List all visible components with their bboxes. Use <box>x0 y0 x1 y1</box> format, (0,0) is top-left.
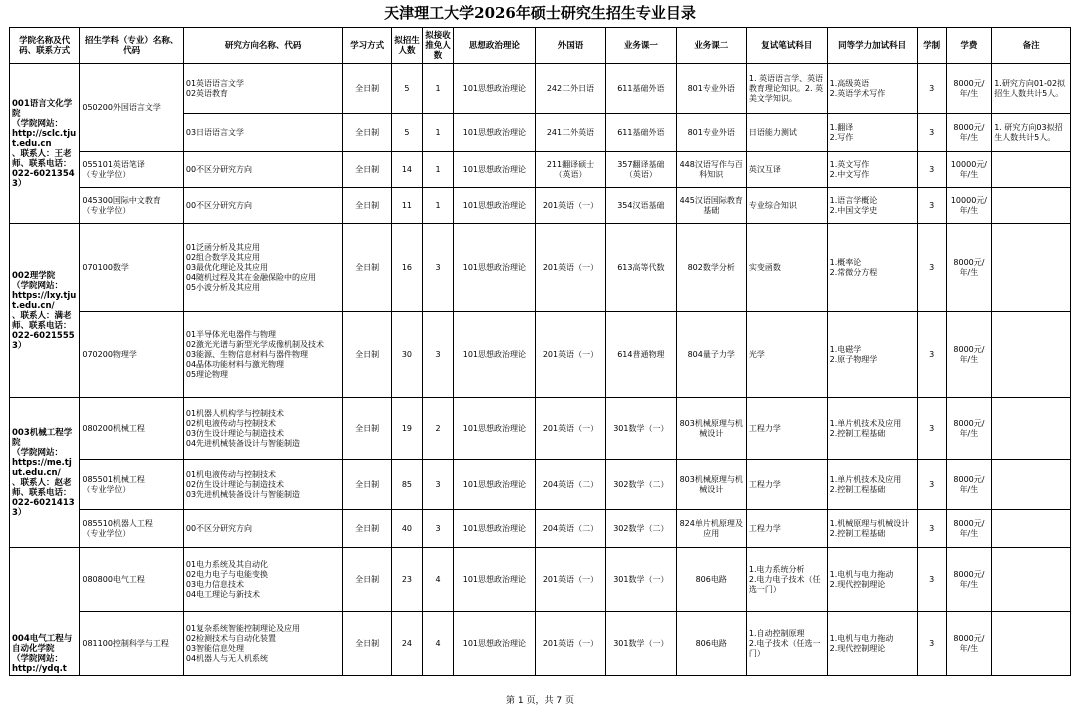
tuimian-count-cell: 4 <box>422 548 453 612</box>
direction-cell: 00不区分研究方向 <box>183 188 342 224</box>
plan-count-cell: 40 <box>391 510 422 548</box>
direction-cell: 01半导体光电器件与物理 02激光光谱与新型光学成像机制及技术 03能源、生物信息材料与器件物理 04晶体功能材料与激光物理 05理论物理 <box>183 312 342 398</box>
course2-cell: 802数学分析 <box>676 224 746 312</box>
course2-cell: 801专业外语 <box>676 114 746 152</box>
tuimian-count-cell: 1 <box>422 114 453 152</box>
study-mode-cell: 全日制 <box>343 114 392 152</box>
plan-count-cell: 5 <box>391 114 422 152</box>
major-cell: 045300国际中文教育 （专业学位） <box>80 188 184 224</box>
equiv-exam-cell: 1.单片机技术及应用 2.控制工程基础 <box>827 398 917 460</box>
major-cell: 085510机器人工程 （专业学位） <box>80 510 184 548</box>
header-cell: 学习方式 <box>343 28 392 64</box>
course1-cell: 614普通物理 <box>606 312 676 398</box>
language-cell: 201英语（一） <box>535 312 605 398</box>
college-info: 002理学院 （学院网站： https://lxy.tjut.edu.cn/ 、联系人：满老师、联系电话：022-60215553） <box>10 224 80 398</box>
equiv-exam-cell: 1.电磁学 2.原子物理学 <box>827 312 917 398</box>
fee-cell: 10000元/年/生 <box>946 152 992 188</box>
politics-cell: 101思想政治理论 <box>454 188 536 224</box>
equiv-exam-cell: 1.语言学概论 2.中国文学史 <box>827 188 917 224</box>
table-row <box>10 188 1071 224</box>
fee-cell: 8000元/年/生 <box>946 312 992 398</box>
table-row <box>10 510 1071 548</box>
direction-cell: 00不区分研究方向 <box>183 510 342 548</box>
note-cell <box>992 312 1071 398</box>
fee-cell: 8000元/年/生 <box>946 510 992 548</box>
tuimian-count-cell: 3 <box>422 224 453 312</box>
course1-cell: 301数学（一） <box>606 398 676 460</box>
header-cell: 复试笔试科目 <box>746 28 827 64</box>
retest-cell: 工程力学 <box>746 460 827 510</box>
direction-cell: 01英语语言文学 02英语教育 <box>183 64 342 114</box>
college-info: 001语言文化学院 （学院网站： http://sclc.tjut.edu.cn 、联系人：王老师、联系电话：022-60213543） <box>10 64 80 224</box>
header-cell: 同等学力加试科目 <box>827 28 917 64</box>
tuimian-count-cell: 3 <box>422 312 453 398</box>
tuimian-count-cell: 3 <box>422 510 453 548</box>
plan-count-cell: 23 <box>391 548 422 612</box>
fee-cell: 8000元/年/生 <box>946 612 992 676</box>
politics-cell: 101思想政治理论 <box>454 510 536 548</box>
politics-cell: 101思想政治理论 <box>454 224 536 312</box>
header-cell: 思想政治理论 <box>454 28 536 64</box>
header-cell: 学费 <box>946 28 992 64</box>
direction-cell: 00不区分研究方向 <box>183 152 342 188</box>
direction-cell: 01机电液传动与控制技术 02仿生设计理论与制造技术 03先进机械装备设计与智能制造 <box>183 460 342 510</box>
plan-count-cell: 85 <box>391 460 422 510</box>
tuimian-count-cell: 1 <box>422 64 453 114</box>
direction-cell: 03日语语言文学 <box>183 114 342 152</box>
years-cell: 3 <box>917 398 946 460</box>
note-cell <box>992 224 1071 312</box>
table-row <box>10 548 1071 612</box>
years-cell: 3 <box>917 460 946 510</box>
plan-count-cell: 5 <box>391 64 422 114</box>
politics-cell: 101思想政治理论 <box>454 152 536 188</box>
course2-cell: 806电路 <box>676 548 746 612</box>
politics-cell: 101思想政治理论 <box>454 64 536 114</box>
fee-cell: 8000元/年/生 <box>946 398 992 460</box>
years-cell: 3 <box>917 114 946 152</box>
course1-cell: 611基础外语 <box>606 114 676 152</box>
course1-cell: 301数学（一） <box>606 548 676 612</box>
retest-cell: 1.自动控制原理 2.电子技术（任选一门） <box>746 612 827 676</box>
header-cell: 备注 <box>992 28 1071 64</box>
politics-cell: 101思想政治理论 <box>454 548 536 612</box>
note-cell <box>992 612 1071 676</box>
equiv-exam-cell: 1.翻译 2.写作 <box>827 114 917 152</box>
retest-cell: 日语能力测试 <box>746 114 827 152</box>
header-cell: 学院名称及代码、联系方式 <box>10 28 80 64</box>
direction-cell: 01复杂系统智能控制理论及应用 02检测技术与自动化装置 03智能信息处理 04机器人与无人机系统 <box>183 612 342 676</box>
page-title: 天津理工大学2026年硕士研究生招生专业目录 <box>384 4 696 22</box>
language-cell: 201英语（一） <box>535 548 605 612</box>
language-cell: 204英语（二） <box>535 460 605 510</box>
direction-cell: 01机器人机构学与控制技术 02机电液传动与控制技术 03仿生设计理论与制造技术 04先进机械装备设计与智能制造 <box>183 398 342 460</box>
course2-cell: 804量子力学 <box>676 312 746 398</box>
years-cell: 3 <box>917 152 946 188</box>
course1-cell: 354汉语基础 <box>606 188 676 224</box>
course2-cell: 803机械原理与机械设计 <box>676 398 746 460</box>
note-cell <box>992 152 1071 188</box>
equiv-exam-cell: 1.电机与电力拖动 2.现代控制理论 <box>827 612 917 676</box>
course1-cell: 611基础外语 <box>606 64 676 114</box>
years-cell: 3 <box>917 188 946 224</box>
years-cell: 3 <box>917 510 946 548</box>
course2-cell: 806电路 <box>676 612 746 676</box>
language-cell: 201英语（一） <box>535 398 605 460</box>
header-cell: 研究方向名称、代码 <box>183 28 342 64</box>
equiv-exam-cell: 1.高级英语 2.英语学术写作 <box>827 64 917 114</box>
major-cell: 080800电气工程 <box>80 548 184 612</box>
header-cell: 业务课一 <box>606 28 676 64</box>
fee-cell: 8000元/年/生 <box>946 224 992 312</box>
fee-cell: 8000元/年/生 <box>946 114 992 152</box>
fee-cell: 8000元/年/生 <box>946 548 992 612</box>
language-cell: 211翻译硕士 （英语） <box>535 152 605 188</box>
major-cell: 070200物理学 <box>80 312 184 398</box>
politics-cell: 101思想政治理论 <box>454 612 536 676</box>
header-cell: 学制 <box>917 28 946 64</box>
language-cell: 201英语（一） <box>535 188 605 224</box>
major-cell: 050200外国语言文学 <box>80 64 184 152</box>
politics-cell: 101思想政治理论 <box>454 460 536 510</box>
table-row <box>10 224 1071 312</box>
politics-cell: 101思想政治理论 <box>454 114 536 152</box>
years-cell: 3 <box>917 612 946 676</box>
major-cell: 070100数学 <box>80 224 184 312</box>
header-cell: 业务课二 <box>676 28 746 64</box>
retest-cell: 专业综合知识 <box>746 188 827 224</box>
page-footer: 第 1 页，共 7 页 <box>506 696 574 706</box>
major-cell: 055101英语笔译 （专业学位） <box>80 152 184 188</box>
note-cell <box>992 548 1071 612</box>
study-mode-cell: 全日制 <box>343 312 392 398</box>
language-cell: 201英语（一） <box>535 224 605 312</box>
college-info: 003机械工程学院 （学院网站： https://me.tjut.edu.cn/ 、联系人：赵老师、联系电话：022-60214133） <box>10 398 80 548</box>
table-row <box>10 460 1071 510</box>
equiv-exam-cell: 1.电机与电力拖动 2.现代控制理论 <box>827 548 917 612</box>
language-cell: 201英语（一） <box>535 612 605 676</box>
note-cell <box>992 188 1071 224</box>
note-cell: 1.研究方向01-02拟招生人数共计5人。 <box>992 64 1071 114</box>
plan-count-cell: 30 <box>391 312 422 398</box>
retest-cell: 1.电力系统分析 2.电力电子技术（任选一门） <box>746 548 827 612</box>
table-row <box>10 612 1071 676</box>
retest-cell: 英汉互译 <box>746 152 827 188</box>
equiv-exam-cell: 1.机械原理与机械设计 2.控制工程基础 <box>827 510 917 548</box>
course1-cell: 302数学（二） <box>606 460 676 510</box>
note-cell <box>992 510 1071 548</box>
language-cell: 242二外日语 <box>535 64 605 114</box>
note-cell: 1. 研究方向03拟招生人数共计5人。 <box>992 114 1071 152</box>
note-cell <box>992 460 1071 510</box>
plan-count-cell: 24 <box>391 612 422 676</box>
study-mode-cell: 全日制 <box>343 224 392 312</box>
equiv-exam-cell: 1.概率论 2.常微分方程 <box>827 224 917 312</box>
plan-count-cell: 14 <box>391 152 422 188</box>
header-cell: 外国语 <box>535 28 605 64</box>
header-cell: 拟招生人数 <box>391 28 422 64</box>
study-mode-cell: 全日制 <box>343 188 392 224</box>
retest-cell: 实变函数 <box>746 224 827 312</box>
table-row <box>10 152 1071 188</box>
college-info: 004电气工程与自动化学院 （学院网站： http://ydq.t <box>10 548 80 676</box>
table-row <box>10 398 1071 460</box>
header-row <box>10 28 1071 64</box>
header-cell: 招生学科（专业）名称、代码 <box>80 28 184 64</box>
study-mode-cell: 全日制 <box>343 152 392 188</box>
tuimian-count-cell: 1 <box>422 152 453 188</box>
course2-cell: 803机械原理与机械设计 <box>676 460 746 510</box>
retest-cell: 工程力学 <box>746 510 827 548</box>
tuimian-count-cell: 1 <box>422 188 453 224</box>
course1-cell: 357翻译基础 （英语） <box>606 152 676 188</box>
study-mode-cell: 全日制 <box>343 460 392 510</box>
tuimian-count-cell: 3 <box>422 460 453 510</box>
major-cell: 081100控制科学与工程 <box>80 612 184 676</box>
years-cell: 3 <box>917 548 946 612</box>
tuimian-count-cell: 4 <box>422 612 453 676</box>
fee-cell: 10000元/年/生 <box>946 188 992 224</box>
table-row <box>10 64 1071 114</box>
course2-cell: 445汉语国际教育基础 <box>676 188 746 224</box>
years-cell: 3 <box>917 224 946 312</box>
major-cell: 080200机械工程 <box>80 398 184 460</box>
note-cell <box>992 398 1071 460</box>
language-cell: 241二外英语 <box>535 114 605 152</box>
course2-cell: 824单片机原理及应用 <box>676 510 746 548</box>
fee-cell: 8000元/年/生 <box>946 64 992 114</box>
course1-cell: 302数学（二） <box>606 510 676 548</box>
tuimian-count-cell: 2 <box>422 398 453 460</box>
years-cell: 3 <box>917 64 946 114</box>
course2-cell: 801专业外语 <box>676 64 746 114</box>
politics-cell: 101思想政治理论 <box>454 398 536 460</box>
fee-cell: 8000元/年/生 <box>946 460 992 510</box>
equiv-exam-cell: 1.英文写作 2.中文写作 <box>827 152 917 188</box>
retest-cell: 工程力学 <box>746 398 827 460</box>
equiv-exam-cell: 1.单片机技术及应用 2.控制工程基础 <box>827 460 917 510</box>
direction-cell: 01泛函分析及其应用 02组合数学及其应用 03最优化理论及其应用 04随机过程及其在金融保险中的应用 05小波分析及其应用 <box>183 224 342 312</box>
study-mode-cell: 全日制 <box>343 612 392 676</box>
years-cell: 3 <box>917 312 946 398</box>
study-mode-cell: 全日制 <box>343 510 392 548</box>
major-cell: 085501机械工程 （专业学位） <box>80 460 184 510</box>
study-mode-cell: 全日制 <box>343 398 392 460</box>
header-cell: 拟接收推免人数 <box>422 28 453 64</box>
plan-count-cell: 11 <box>391 188 422 224</box>
plan-count-cell: 19 <box>391 398 422 460</box>
course1-cell: 301数学（一） <box>606 612 676 676</box>
study-mode-cell: 全日制 <box>343 64 392 114</box>
plan-count-cell: 16 <box>391 224 422 312</box>
course2-cell: 448汉语写作与百科知识 <box>676 152 746 188</box>
language-cell: 204英语（二） <box>535 510 605 548</box>
catalog-table <box>9 27 1071 676</box>
politics-cell: 101思想政治理论 <box>454 312 536 398</box>
course1-cell: 613高等代数 <box>606 224 676 312</box>
retest-cell: 光学 <box>746 312 827 398</box>
study-mode-cell: 全日制 <box>343 548 392 612</box>
retest-cell: 1. 英语语言学、英语教育理论知识。2. 英美文学知识。 <box>746 64 827 114</box>
table-row <box>10 312 1071 398</box>
direction-cell: 01电力系统及其自动化 02电力电子与电能变换 03电力信息技术 04电工理论与新技术 <box>183 548 342 612</box>
